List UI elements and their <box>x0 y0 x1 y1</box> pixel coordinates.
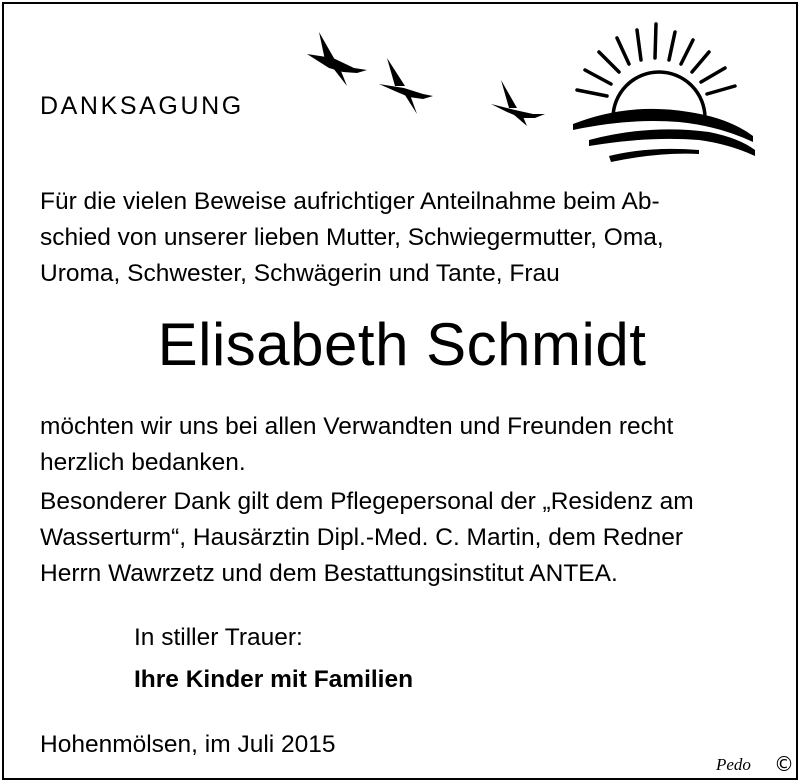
thanks-line: möchten wir uns bei allen Verwandten und Freunden recht <box>40 413 674 440</box>
copyright-icon: © <box>774 752 794 776</box>
special-thanks-line: Herrn Wawrzetz und dem Bestattungsinstitut ANTEA. <box>40 560 618 587</box>
intro-line: Uroma, Schwester, Schwägerin und Tante, Frau <box>40 260 560 287</box>
thanks-line: herzlich bedanken. <box>40 449 246 476</box>
intro-paragraph <box>40 184 770 292</box>
notice-frame <box>2 2 798 780</box>
special-thanks-paragraph <box>40 484 694 592</box>
deceased-name: Elisabeth Schmidt <box>157 311 647 378</box>
flying-cranes-icon <box>299 24 559 134</box>
place-date: Hohenmölsen, im Juli 2015 <box>40 731 336 758</box>
intro-line: schied von unserer lieben Mutter, Schwiegermutter, Oma, <box>40 224 664 251</box>
thanks-paragraph <box>40 409 673 481</box>
special-thanks-line: Besonderer Dank gilt dem Pflegepersonal der „Residenz am <box>40 488 694 515</box>
closing-phrase: In stiller Trauer: <box>134 624 303 651</box>
intro-line: Für die vielen Beweise aufrichtiger Anteilnahme beim Ab- <box>40 188 660 215</box>
designer-credit: Pedo <box>716 755 751 774</box>
special-thanks-line: Wasserturm“, Hausärztin Dipl.-Med. C. Martin, dem Redner <box>40 524 684 551</box>
sunset-over-hills-icon <box>559 18 759 168</box>
signers: Ihre Kinder mit Familien <box>134 666 414 693</box>
heading: DANKSAGUNG <box>40 92 244 120</box>
